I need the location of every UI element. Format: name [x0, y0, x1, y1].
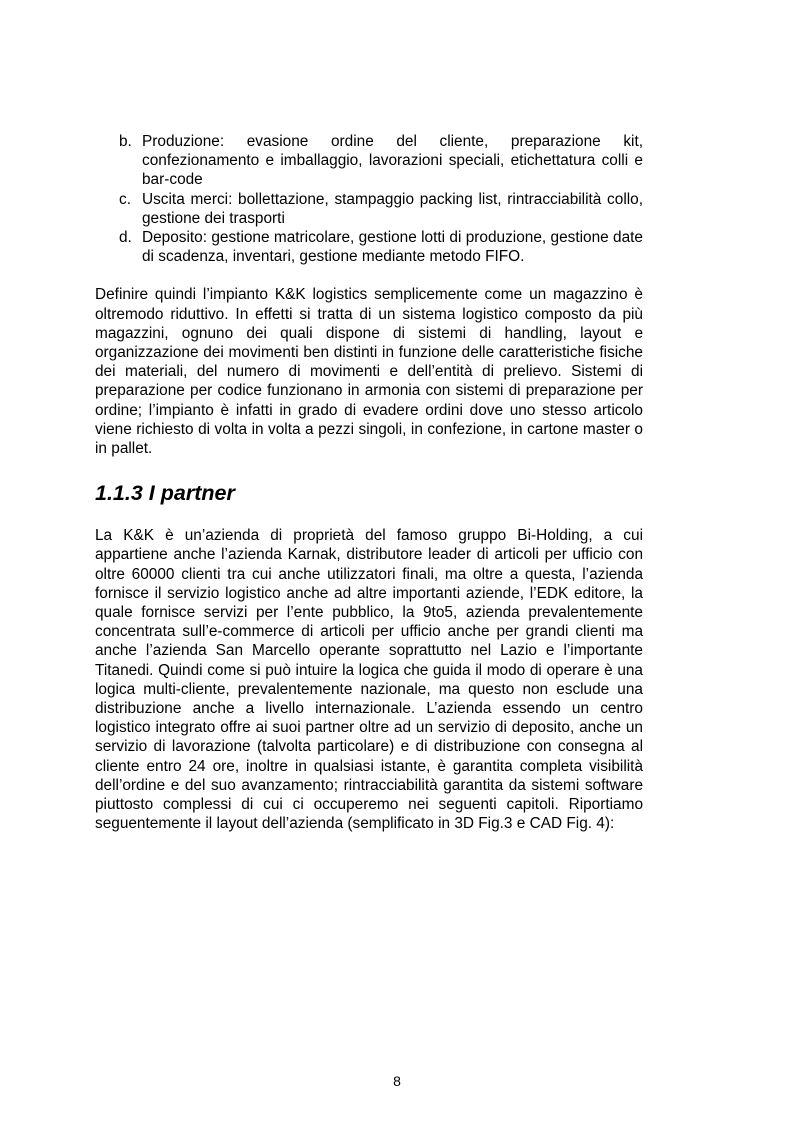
page-content	[95, 132, 643, 834]
feature-list	[95, 132, 643, 266]
section-heading: 1.1.3 I partner	[95, 481, 235, 506]
list-item	[95, 132, 643, 190]
list-item	[95, 228, 643, 266]
body-paragraph: Definire quindi l’impianto K&K logistics semplicemente come un magazzino è oltremodo riduttivo. In effetti si tratta di un sistema logistico composto da più magazzini, ognuno dei quali dispone di sistemi di handling, layout e organizzazione dei movimenti ben distinti in funzione delle caratteristiche fisiche dei materiali, del numero di movimenti e dell’entità di prelievo. Sistemi di preparazione per codice funzionano in armonia con sistemi di preparazione per ordine; l’impianto è infatti in grado di evadere ordini dove uno stesso articolo viene richiesto di volta in volta a pezzi singoli, in confezione, in cartone master o in pallet.	[95, 286, 643, 458]
list-item	[95, 190, 643, 228]
list-item-text: Deposito: gestione matricolare, gestione lotti di produzione, gestione date di scadenza, inventari, gestione mediante metodo FIFO.	[142, 229, 643, 266]
page-number: 8	[393, 1073, 401, 1089]
list-item-text: Produzione: evasione ordine del cliente, preparazione kit, confezionamento e imballaggio, lavorazioni speciali, etichettatura colli e bar-code	[142, 133, 643, 189]
list-item-text: Uscita merci: bollettazione, stampaggio packing list, rintracciabilità collo, gestione dei trasporti	[142, 190, 643, 227]
list-marker: d.	[119, 229, 132, 247]
list-marker: b.	[119, 133, 132, 150]
body-paragraph: La K&K è un’azienda di proprietà del famoso gruppo Bi-Holding, a cui appartiene anche l’azienda Karnak, distributore leader di articoli per ufficio con oltre 60000 clienti tra cui anche utilizzatori finali, ma oltre a questa, l’azienda fornisce il servizio logistico anche ad altre importanti aziende, l’EDK editore, la quale fornisce servizi per l’ente pubblico, la 9to5, azienda prevalentemente concentrata sull’e-commerce di articoli per ufficio anche per grandi clienti ma anche l’azienda San Marcello operante soprattutto nel Lazio e l’importante Titanedi. Quindi come si può intuire la logica che guida il modo di operare è una logica multi-cliente, prevalentemente nazionale, ma questo non esclude una distribuzione anche a livello internazionale. L’azienda essendo un centro logistico integrato offre ai suoi partner oltre ad un servizio di deposito, anche un servizio di lavorazione (talvolta particolare) e di distribuzione con consegna al cliente entro 24 ore, inoltre in qualsiasi istante, è garantita completa visibilità dell’ordine e del suo avanzamento; rintracciabilità garantita da sistemi software piuttosto complessi di cui ci occuperemo nei seguenti capitoli. Riportiamo seguentemente il layout dell’azienda (semplificato in 3D Fig.3 e CAD Fig. 4):	[95, 527, 643, 833]
list-marker: c.	[119, 190, 131, 208]
